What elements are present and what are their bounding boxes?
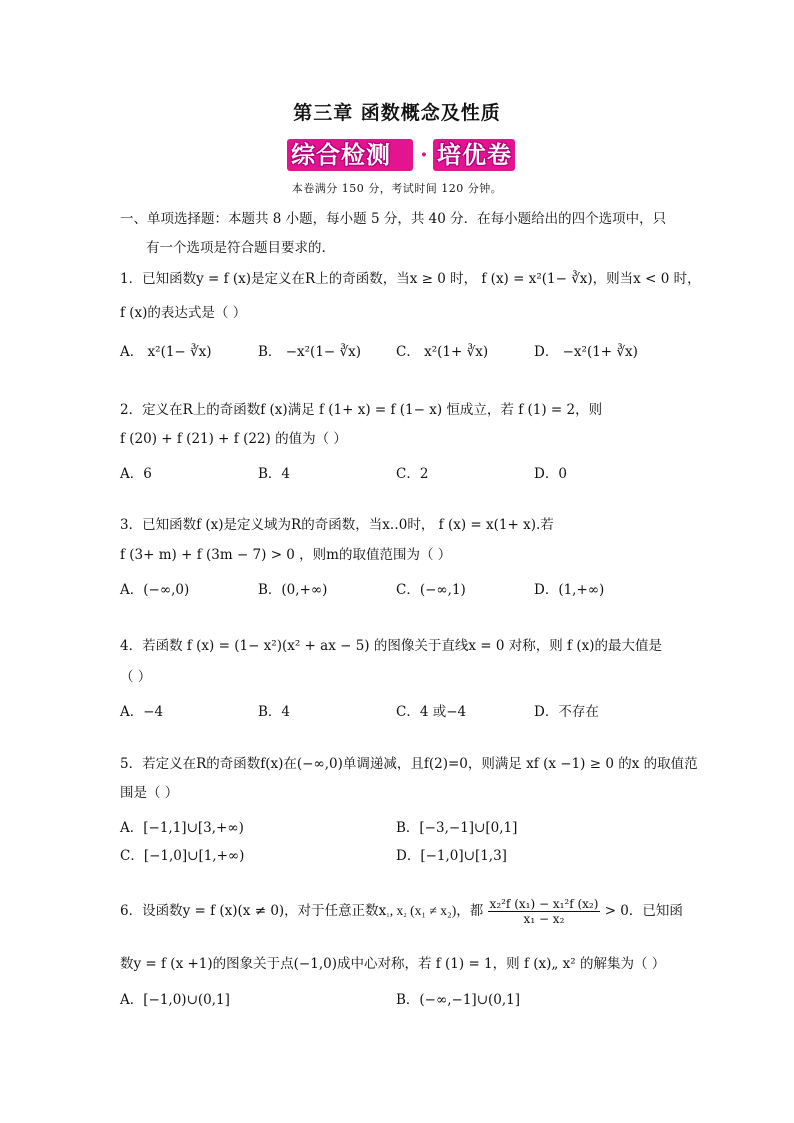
section-instruction-line1: 一、单项选择题：本题共 8 小题，每小题 5 分，共 40 分．在每小题给出的四个选项中，只 — [120, 211, 667, 227]
question-6-stem — [120, 897, 683, 926]
question-3-option-d: D．(1,+∞) — [534, 582, 605, 598]
question-1-option-d: D． −x²(1+ ∛x) — [534, 344, 638, 360]
question-5-option-c: C．[−1,0]∪[1,+∞) — [120, 848, 245, 864]
question-4-stem: 4．若函数 f (x) = (1− x²)(x² + ax − 5) 的图像关于直线x = 0 对称，则 f (x)的最大值是 — [120, 638, 662, 654]
question-2-option-d: D．0 — [534, 466, 567, 482]
question-1-stem: 1．已知函数y = f (x)是定义在R上的奇函数，当x ≥ 0 时， f (x) = x²(1− ∛x)，则当x < 0 时， — [120, 271, 701, 287]
question-6-cond: (x₁ ≠ x₂) — [406, 903, 457, 918]
question-5-stem-cont: 围是（ ） — [120, 785, 179, 801]
question-3-stem-cont: f (3+ m) + f (3m − 7) > 0 ，则m的取值范围为（ ） — [120, 547, 452, 563]
question-6-fraction — [488, 897, 601, 926]
question-3-option-c: C．(−∞,1) — [396, 582, 466, 598]
question-6-option-b: B．(−∞,−1]∪(0,1] — [396, 992, 521, 1008]
question-3-option-b: B．(0,+∞) — [258, 582, 328, 598]
question-2-stem: 2．定义在R上的奇函数f (x)满足 f (1+ x) = f (1− x) 恒成立，若 f (1) = 2，则 — [120, 402, 603, 418]
question-2-option-c: C．2 — [396, 466, 429, 482]
question-6-subscripts: ₁ — [386, 907, 390, 918]
question-6-stem-part2: ，都 — [456, 903, 484, 919]
question-5-option-d: D．[−1,0]∪[1,3] — [396, 848, 507, 864]
question-1-option-a: A． x²(1− ∛x) — [120, 344, 212, 360]
question-6-stem-part3: > 0．已知函 — [604, 903, 683, 919]
question-1-option-b: B． −x²(1− ∛x) — [258, 344, 361, 360]
question-2-stem-cont: f (20) + f (21) + f (22) 的值为（ ） — [120, 431, 347, 447]
question-4-option-d: D．不存在 — [534, 704, 599, 720]
question-4-stem-cont: （ ） — [120, 669, 152, 685]
question-6-fraction-denominator: x₁ − x₂ — [523, 912, 565, 926]
banner-dot: · — [420, 142, 428, 168]
banner-right-text: 培优卷 — [437, 141, 512, 169]
question-6-stem-cont: 数y = f (x +1)的图象关于点(−1,0)成中心对称，若 f (1) = 1，则 f (x)„ x² 的解集为（ ） — [120, 956, 666, 972]
section-instruction-line2: 有一个选项是符合题目要求的. — [146, 240, 326, 256]
question-5-stem: 5．若定义在R的奇函数f(x)在(−∞,0)单调递减，且f(2)=0，则满足 xf (x −1) ≥ 0 的x 的取值范 — [120, 756, 698, 772]
question-6-fraction-numerator: x₂²f (x₁) − x₁²f (x₂) — [489, 897, 599, 911]
question-6-option-a: A．[−1,0)∪(0,1] — [120, 992, 230, 1008]
page-title: 第三章 函数概念及性质 — [293, 102, 501, 124]
exam-note: 本卷满分 150 分，考试时间 120 分钟。 — [291, 182, 503, 195]
question-3-option-a: A．(−∞,0) — [120, 582, 190, 598]
banner — [287, 139, 515, 171]
question-1-option-c: C． x²(1+ ∛x) — [396, 344, 489, 360]
question-6-stem-part1: 6．设函数y = f (x)(x ≠ 0)，对于任意正数x — [120, 903, 387, 919]
question-2-option-a: A．6 — [120, 466, 152, 482]
question-1-stem-cont: f (x)的表达式是（ ） — [120, 305, 247, 321]
question-2-option-b: B．4 — [258, 466, 291, 482]
question-3-stem: 3．已知函数f (x)是定义域为R的奇函数，当x‥0时， f (x) = x(1+ x).若 — [120, 517, 554, 533]
banner-left-text: 综合检测 — [291, 141, 391, 169]
question-5-option-b: B．[−3,−1]∪[0,1] — [396, 820, 518, 836]
question-4-option-a: A．−4 — [120, 704, 164, 720]
question-4-option-b: B．4 — [258, 704, 291, 720]
question-4-option-c: C．4 或−4 — [396, 704, 467, 720]
question-6-comma: , x — [389, 903, 404, 918]
question-6-subscript2: ₂ — [403, 907, 407, 918]
question-5-option-a: A．[−1,1]∪[3,+∞) — [120, 820, 244, 836]
